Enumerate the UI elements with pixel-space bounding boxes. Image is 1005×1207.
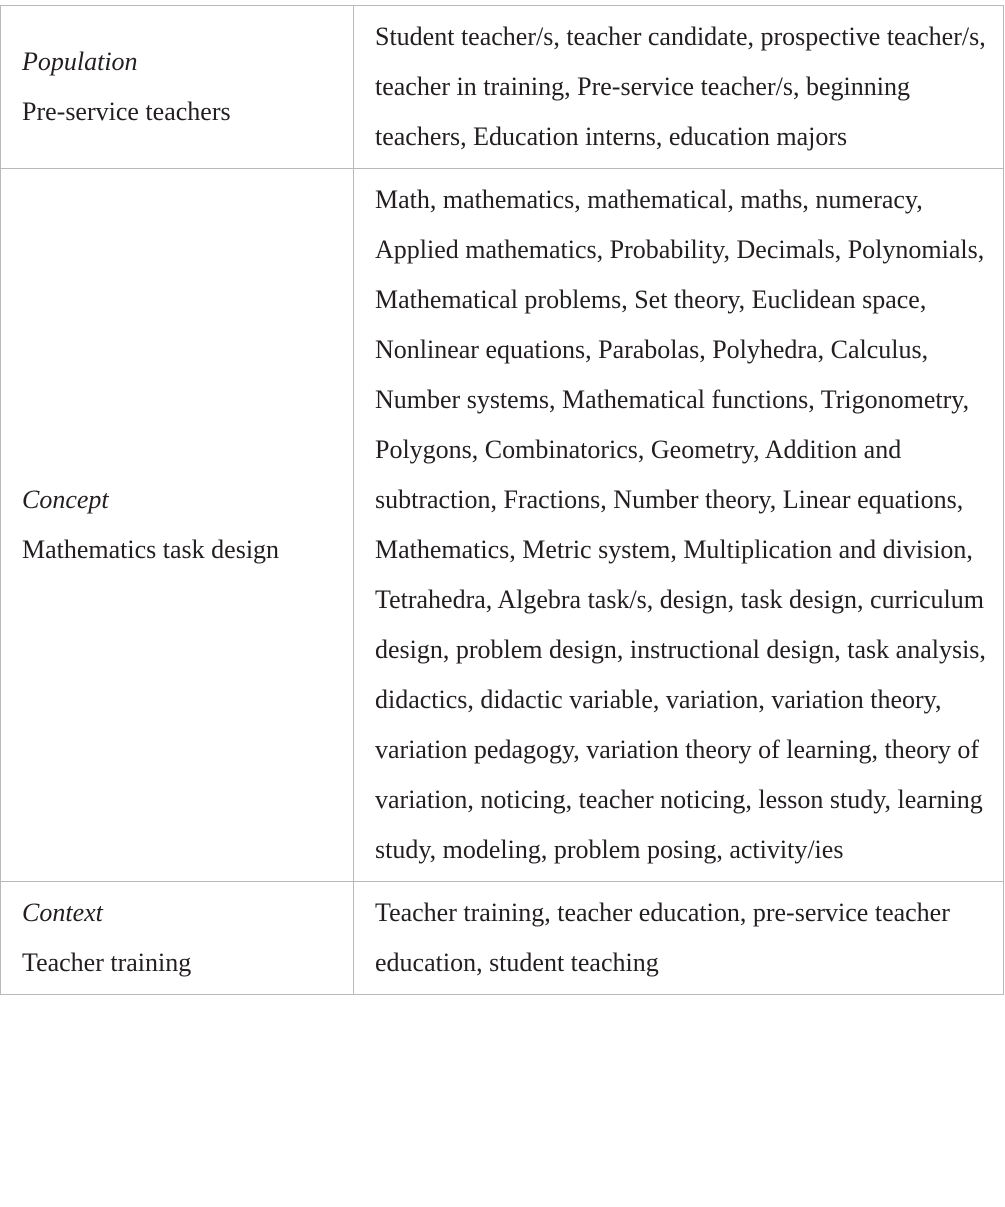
- category-name: Concept: [22, 485, 109, 514]
- category-name: Context: [22, 898, 103, 927]
- category-cell: [1, 6, 354, 169]
- category-label: Mathematics task design: [22, 535, 280, 564]
- table-row: [1, 882, 1004, 995]
- table-row: [1, 6, 1004, 169]
- search-terms-cell: Math, mathematics, mathematical, maths, numeracy, Applied mathematics, Probability, Decimals, Polynomials, Mathematical problems, Set theory, Euclidean space, Nonlinear equations, Parabolas, Polyhedra, Calculus, Number systems, Mathematical functions, Trigonometry, Polygons, Combinatorics, Geometry, Addition and subtraction, Fractions, Number theory, Linear equations, Mathematics, Metric system, Multiplication and division, Tetrahedra, Algebra task/s, design, task design, curriculum design, problem design, instructional design, task analysis, didactics, didactic variable, variation, variation theory, variation pedagogy, variation theory of learning, theory of variation, noticing, teacher noticing, lesson study, learning study, modeling, problem posing, activity/ies: [354, 169, 1004, 882]
- search-terms-cell: Student teacher/s, teacher candidate, prospective teacher/s, teacher in training, Pre-service teacher/s, beginning teachers, Education interns, education majors: [354, 6, 1004, 169]
- category-cell: [1, 169, 354, 882]
- category-name: Population: [22, 47, 138, 76]
- search-terms-cell: Teacher training, teacher education, pre-service teacher education, student teaching: [354, 882, 1004, 995]
- table-row: [1, 169, 1004, 882]
- category-label: Pre-service teachers: [22, 97, 231, 126]
- category-label: Teacher training: [22, 948, 192, 977]
- category-cell: [1, 882, 354, 995]
- search-terms-table: [0, 5, 1004, 995]
